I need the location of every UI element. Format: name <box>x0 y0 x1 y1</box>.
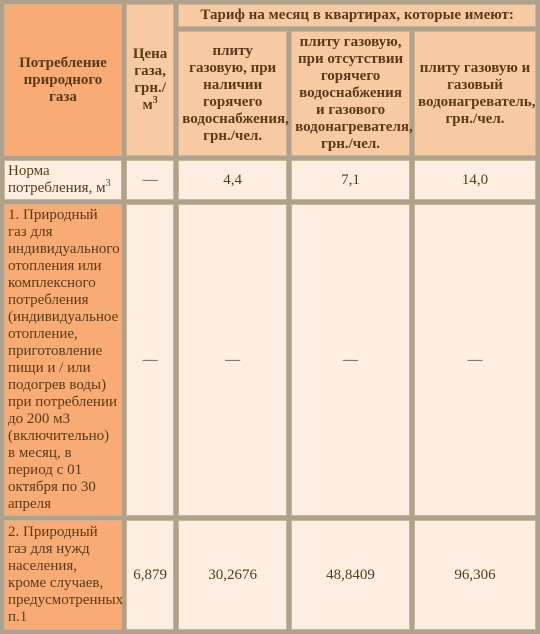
row-value-col2: — <box>291 204 410 516</box>
row-price: 6,879 <box>126 520 174 630</box>
table-row <box>4 520 536 630</box>
row-value-col1: 4,4 <box>178 160 287 200</box>
table-row <box>4 204 536 516</box>
header-consumption: Потребление природного газа <box>4 4 122 156</box>
row-value-col2: 7,1 <box>291 160 410 200</box>
header-col-gas-stove-hot-water: плиту газовую, при наличии горячего водоснабжения, грн./чел. <box>178 31 287 156</box>
row-price: — <box>126 160 174 200</box>
row-label: Норма потребления, $м^3$ <box>4 160 122 200</box>
table-row <box>4 160 536 200</box>
row-label: 1. Природный газ для индивидуального отопления или комплексного потребления (индивидуальное отопление, приготовление пищи и / или подогрев воды) при потреблении до 200 м3 (включительно) в месяц, в период с 01 октября по 30 апреля <box>4 204 122 516</box>
row-value-col3: 14,0 <box>414 160 536 200</box>
row-value-col1: — <box>178 204 287 516</box>
header-row-1 <box>4 4 536 27</box>
header-col-gas-stove-and-heater: плиту газовую и газовый водонагреватель, грн./чел. <box>414 31 536 156</box>
row-label: 2. Природный газ для нужд населения, кроме случаев, предусмотренных п.1 <box>4 520 122 630</box>
row-value-col1: 30,2676 <box>178 520 287 630</box>
row-value-col2: 48,8409 <box>291 520 410 630</box>
header-price: Цена газа, $грн./м^3$ <box>126 4 174 156</box>
row-value-col3: 96,306 <box>414 520 536 630</box>
row-price: — <box>126 204 174 516</box>
header-group-title: Тариф на месяц в квартирах, которые имеют: <box>178 4 536 27</box>
row-value-col3: — <box>414 204 536 516</box>
header-col-gas-stove-no-hot-water: плиту газовую, при отсутствии горячего водоснабжения и газового водонагревателя, грн./чел. <box>291 31 410 156</box>
